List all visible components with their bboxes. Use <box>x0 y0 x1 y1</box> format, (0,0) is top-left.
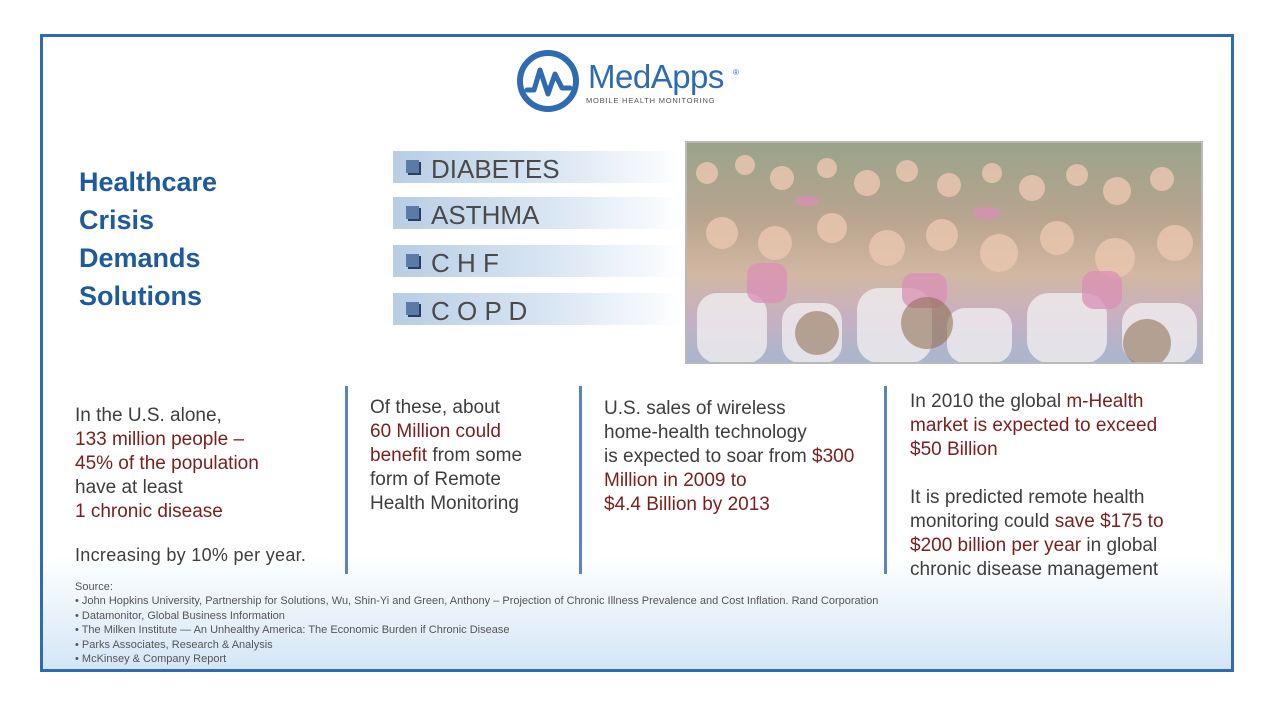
stat-text: In 2010 the global <box>910 391 1067 412</box>
stat-highlight: m-Health <box>1066 391 1144 412</box>
stat-highlight: save $175 to <box>1054 511 1164 532</box>
registered-mark: ® <box>733 68 739 77</box>
stat-text: monitoring could <box>910 511 1055 532</box>
logo-wordmark: MedApps <box>588 58 724 95</box>
stat-line: chronic disease management <box>910 559 1159 580</box>
stat-highlight: benefit <box>370 445 428 466</box>
column-divider <box>345 386 348 574</box>
condition-bar-copd <box>393 293 683 325</box>
crowd-photo-icon <box>687 143 1201 362</box>
stat-line-highlight: 133 million people – <box>75 429 245 450</box>
stat-line: have at least <box>75 477 183 498</box>
column-divider <box>884 386 887 574</box>
slide-headline <box>79 163 217 315</box>
condition-label: C H F <box>431 248 499 278</box>
source-item: • The Milken Institute — An Unhealthy America: The Economic Burden if Chronic Disease <box>75 624 510 637</box>
stat-line: home-health technology <box>604 422 807 443</box>
headline-line: Crisis <box>79 205 155 235</box>
global-stat-block <box>910 390 1164 582</box>
stat-line-highlight: 1 chronic disease <box>75 501 223 522</box>
stat-line: form of Remote <box>370 469 501 490</box>
crowd-photo <box>685 141 1203 364</box>
source-title: Source: <box>75 581 113 593</box>
stat-line: Of these, about <box>370 397 500 418</box>
condition-bar-chf <box>393 245 683 277</box>
source-item: • Datamonitor, Global Business Information <box>75 609 285 622</box>
stat-text: is expected to soar from <box>604 446 813 467</box>
logo-tagline: MOBILE HEALTH MONITORING <box>586 96 716 105</box>
stat-line <box>370 444 522 468</box>
stat-line <box>910 510 1164 534</box>
headline-line: Healthcare <box>79 167 218 197</box>
stat-line: It is predicted remote health <box>910 487 1145 508</box>
stat-line-highlight: Million in 2009 to <box>604 470 747 491</box>
stat-line-highlight: $50 Billion <box>910 439 998 460</box>
stat-line: In the U.S. alone, <box>75 405 222 426</box>
bullet-square-icon <box>408 208 421 221</box>
condition-bar-diabetes <box>393 151 683 183</box>
stat-line <box>910 390 1164 414</box>
stat-line-highlight: 45% of the population <box>75 453 259 474</box>
condition-label: ASTHMA <box>431 200 540 230</box>
remote-stat-block <box>370 396 522 516</box>
us-stat-block <box>75 404 259 524</box>
stat-line-highlight: market is expected to exceed <box>910 415 1158 436</box>
increase-note: Increasing by 10% per year. <box>75 545 307 565</box>
stat-line <box>604 445 854 469</box>
bullet-square-icon <box>408 256 421 269</box>
bullet-square-icon <box>408 304 421 317</box>
condition-bar-asthma <box>393 197 683 229</box>
sales-stat-block <box>604 397 854 517</box>
stat-highlight: $200 billion per year <box>910 535 1082 556</box>
headline-line: Demands <box>79 243 201 273</box>
paragraph-spacer <box>910 462 1164 486</box>
stat-highlight: $300 <box>812 446 855 467</box>
source-list <box>75 580 878 666</box>
stat-text: in global <box>1081 535 1158 556</box>
column-divider <box>579 386 582 574</box>
stat-text: from some <box>427 445 523 466</box>
condition-label: DIABETES <box>431 154 560 184</box>
stat-line-highlight: 60 Million could <box>370 421 501 442</box>
heartbeat-logo-icon <box>515 48 581 114</box>
source-item: • McKinsey & Company Report <box>75 653 227 666</box>
stat-line: U.S. sales of wireless <box>604 398 786 419</box>
source-item: • John Hopkins University, Partnership for Solutions, Wu, Shin-Yi and Green, Anthony – Projection of Chronic Illness Prevalence and Cost Inflation. Rand Corporation <box>75 595 879 608</box>
stat-line-highlight: $4.4 Billion by 2013 <box>604 494 770 515</box>
stat-line: Health Monitoring <box>370 493 519 514</box>
bullet-square-icon <box>408 162 421 175</box>
condition-label: C O P D <box>431 296 528 326</box>
stat-line <box>910 534 1164 558</box>
medapps-logo <box>515 48 755 112</box>
headline-line: Solutions <box>79 281 202 311</box>
source-item: • Parks Associates, Research & Analysis <box>75 638 273 651</box>
